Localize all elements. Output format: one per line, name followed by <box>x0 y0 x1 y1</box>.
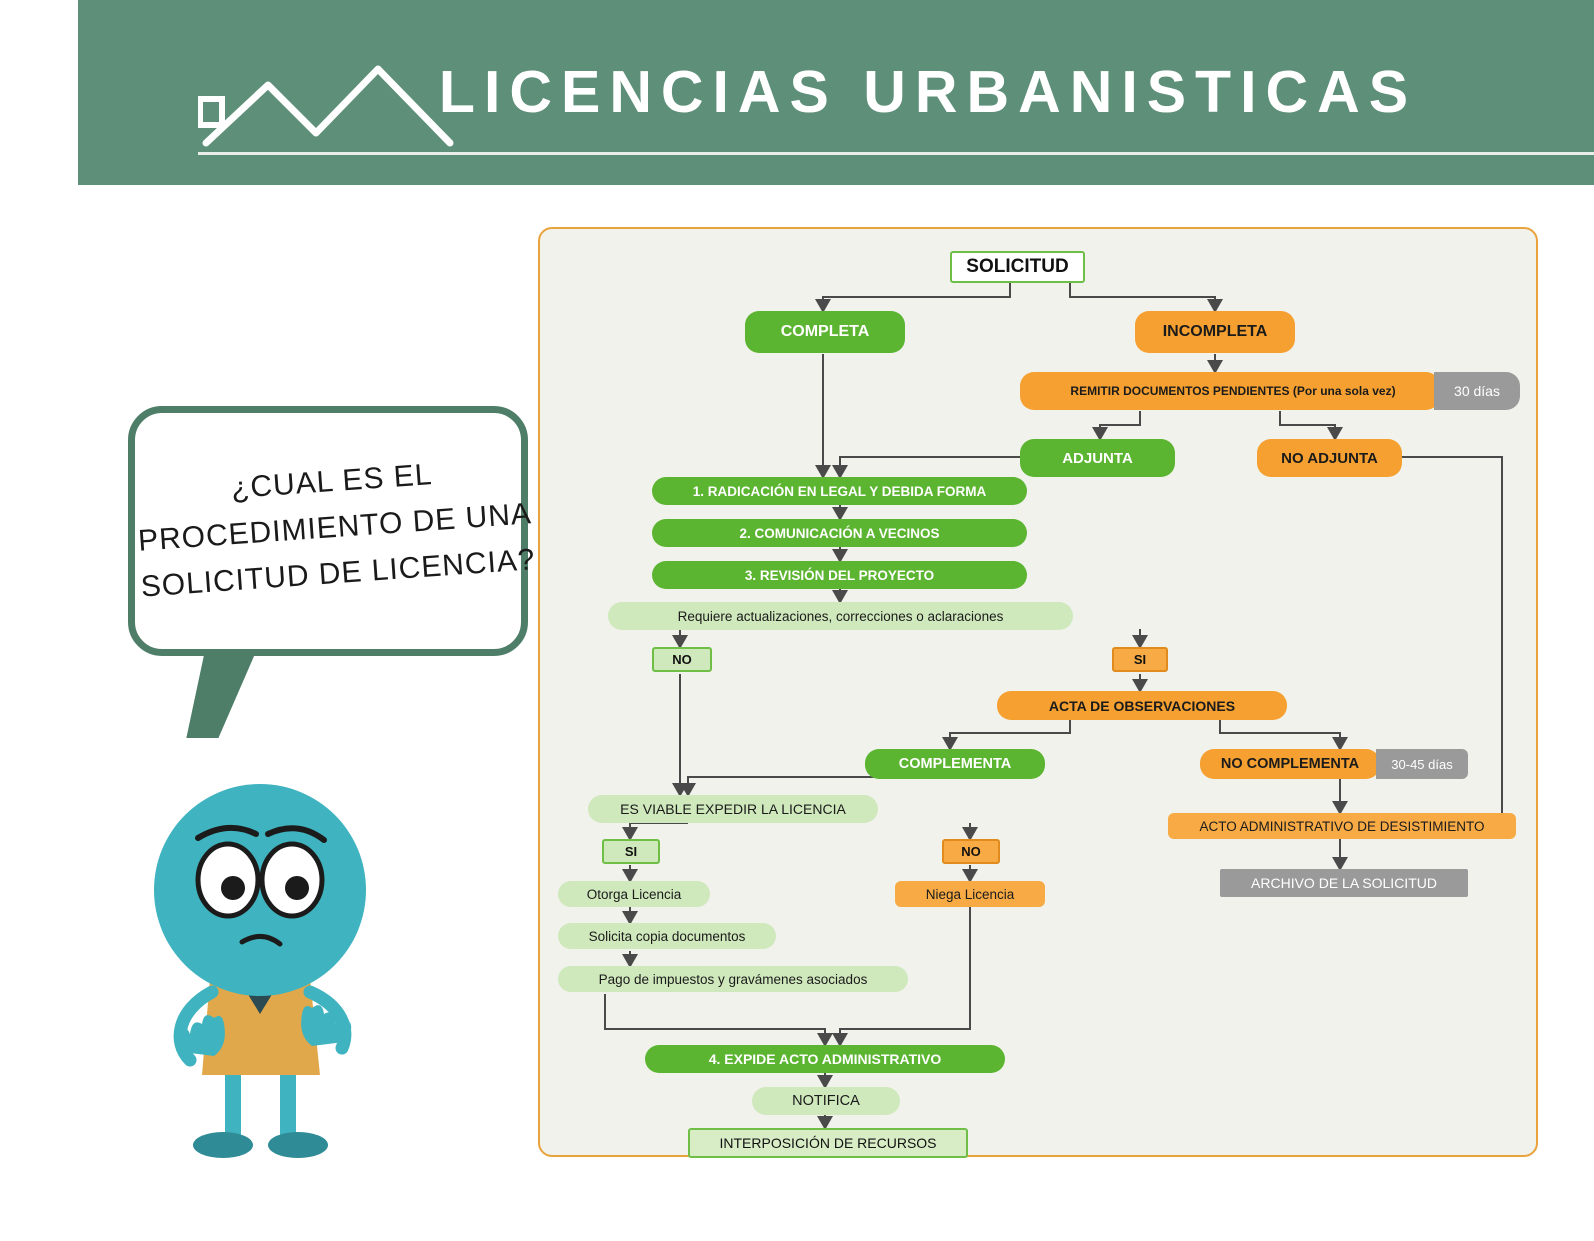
speech-bubble-text: ¿CUAL ES EL PROCEDIMIENTO DE UNA SOLICITUD DE LICENCIA? <box>137 458 537 604</box>
node-paso-2-comunicacion[interactable]: 2. COMUNICACIÓN A VECINOS <box>652 519 1027 547</box>
node-adjunta[interactable]: ADJUNTA <box>1020 439 1175 477</box>
node-notifica[interactable]: NOTIFICA <box>752 1087 900 1115</box>
node-no-complementa-plazo: 30-45 días <box>1376 749 1468 779</box>
node-solicita-copia-documentos[interactable]: Solicita copia documentos <box>558 923 776 949</box>
node-complementa[interactable]: COMPLEMENTA <box>865 749 1045 779</box>
node-paso-1-radicacion[interactable]: 1. RADICACIÓN EN LEGAL Y DEBIDA FORMA <box>652 477 1027 505</box>
node-requiere-si[interactable]: SI <box>1112 647 1168 672</box>
header-divider <box>198 152 1594 155</box>
node-paso-3-revision[interactable]: 3. REVISIÓN DEL PROYECTO <box>652 561 1027 589</box>
page-header <box>78 0 1594 185</box>
node-acto-desistimiento[interactable]: ACTO ADMINISTRATIVO DE DESISTIMIENTO <box>1168 813 1516 839</box>
node-acta-observaciones[interactable]: ACTA DE OBSERVACIONES <box>997 691 1287 720</box>
node-remitir-plazo: 30 días <box>1434 372 1520 410</box>
node-otorga-licencia[interactable]: Otorga Licencia <box>558 881 710 907</box>
node-requiere-actualizaciones[interactable]: Requiere actualizaciones, correcciones o aclaraciones <box>608 602 1073 630</box>
flowchart-panel <box>538 227 1538 1157</box>
speech-bubble-tail <box>186 648 257 738</box>
node-pago-impuestos[interactable]: Pago de impuestos y gravámenes asociados <box>558 966 908 992</box>
node-no-adjunta[interactable]: NO ADJUNTA <box>1257 439 1402 477</box>
node-niega-licencia[interactable]: Niega Licencia <box>895 881 1045 907</box>
speech-bubble <box>128 406 537 656</box>
node-no-complementa[interactable]: NO COMPLEMENTA <box>1200 749 1380 779</box>
node-remitir-documentos[interactable]: REMITIR DOCUMENTOS PENDIENTES (Por una sola vez) <box>1020 372 1440 410</box>
thinking-character-illustration <box>120 730 420 1160</box>
node-es-viable-expedir[interactable]: ES VIABLE EXPEDIR LA LICENCIA <box>588 795 878 823</box>
node-viable-no[interactable]: NO <box>942 839 1000 864</box>
node-solicitud[interactable]: SOLICITUD <box>950 251 1085 283</box>
node-paso-4-expide-acto[interactable]: 4. EXPIDE ACTO ADMINISTRATIVO <box>645 1045 1005 1073</box>
node-archivo-solicitud[interactable]: ARCHIVO DE LA SOLICITUD <box>1220 869 1468 897</box>
node-requiere-no[interactable]: NO <box>652 647 712 672</box>
node-interposicion-recursos[interactable]: INTERPOSICIÓN DE RECURSOS <box>688 1128 968 1158</box>
node-viable-si[interactable]: SI <box>602 839 660 864</box>
page-title: LICENCIAS URBANISTICAS <box>438 59 1418 125</box>
node-incompleta[interactable]: INCOMPLETA <box>1135 311 1295 353</box>
node-completa[interactable]: COMPLETA <box>745 311 905 353</box>
